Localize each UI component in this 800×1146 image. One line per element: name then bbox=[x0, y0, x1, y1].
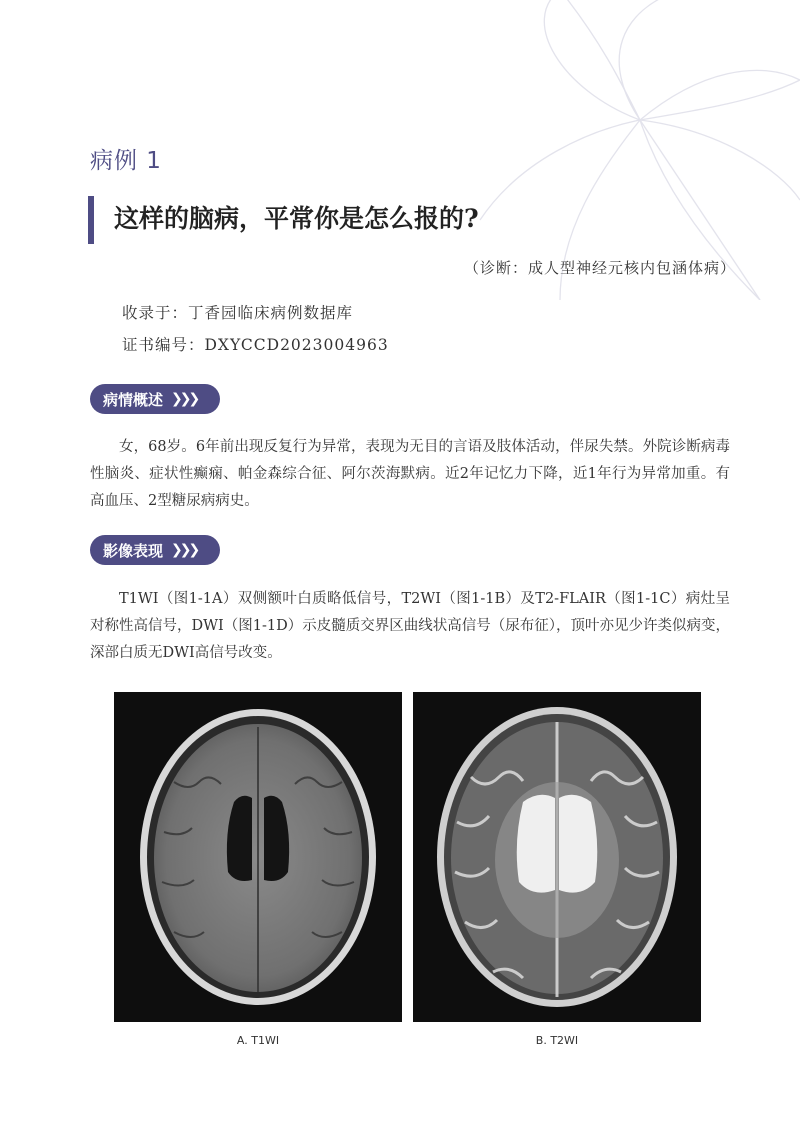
section-heading-imaging-label: 影像表现 bbox=[103, 541, 164, 560]
figure-caption-a: A. T1WI bbox=[236, 1034, 280, 1047]
section-heading-overview bbox=[90, 384, 220, 414]
mri-image-t1wi bbox=[114, 692, 402, 1022]
overview-paragraph: 女，68岁。6年前出现反复行为异常，表现为无目的言语及肢体活动，伴尿失禁。外院诊断病毒性脑炎、症状性癫痫、帕金森综合征、阿尔茨海默病。近2年记忆力下降，近1年行为异常加重。有高血压、2型糖尿病病史。 bbox=[90, 439, 730, 509]
double-chevron-right-icon: ❯❯❯ bbox=[171, 391, 198, 407]
certificate-number: 证书编号：DXYCCD2023004963 bbox=[122, 336, 389, 354]
mri-image-t2wi bbox=[413, 692, 701, 1022]
case-label: 病例 1 bbox=[90, 148, 162, 174]
section-heading-imaging bbox=[90, 535, 220, 565]
diagnosis-note: （诊断：成人型神经元核内包涵体病） bbox=[463, 259, 736, 277]
case-title: 这样的脑病，平常你是怎么报的? bbox=[114, 204, 479, 233]
figure-caption-b: B. T2WI bbox=[535, 1034, 579, 1047]
section-heading-overview-label: 病情概述 bbox=[103, 390, 164, 409]
collected-from: 收录于：丁香园临床病例数据库 bbox=[122, 304, 354, 322]
imaging-paragraph: T1WI（图1-1A）双侧额叶白质略低信号，T2WI（图1-1B）及T2-FLAIR（图1-1C）病灶呈对称性高信号，DWI（图1-1D）示皮髓质交界区曲线状高信号（尿布征），顶叶亦见少许类似病变，深部白质无DWI高信号改变。 bbox=[90, 591, 730, 661]
double-chevron-right-icon: ❯❯❯ bbox=[171, 542, 198, 558]
title-accent-bar bbox=[88, 196, 94, 244]
